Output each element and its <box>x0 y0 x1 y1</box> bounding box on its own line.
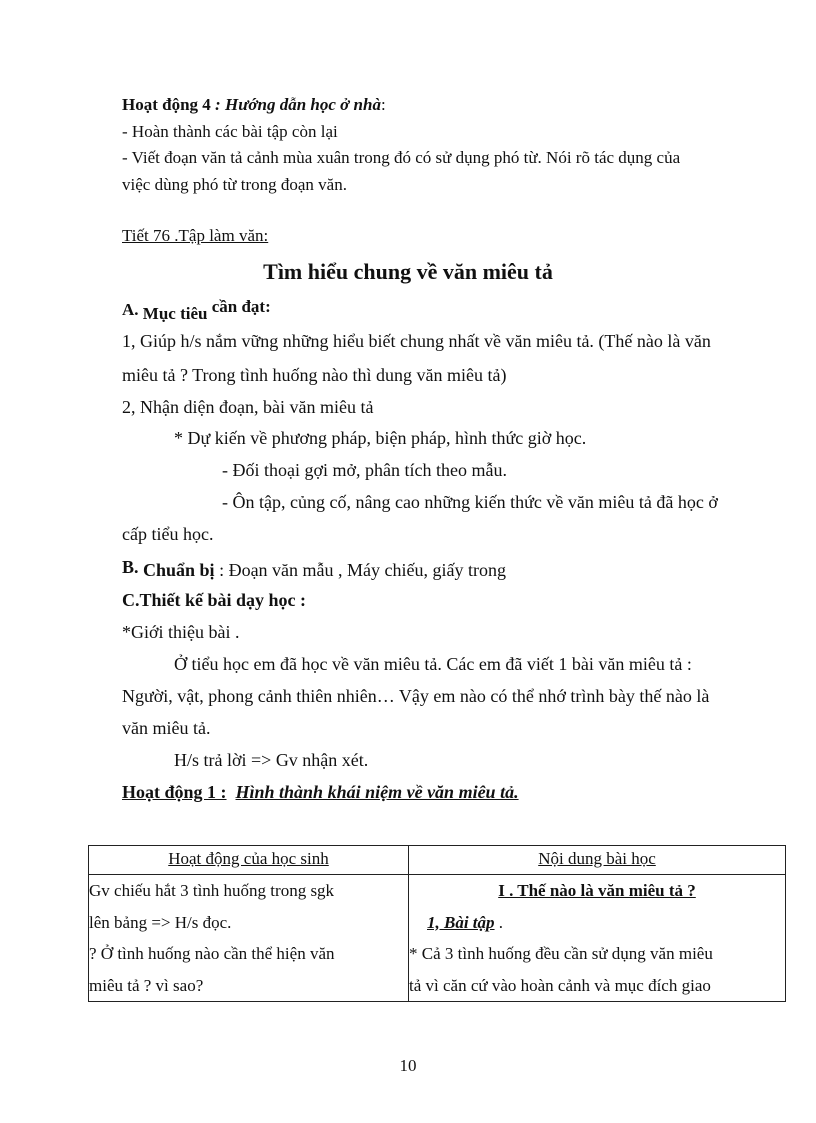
activity1-heading <box>122 782 519 802</box>
student-activity-line: lên bảng => H/s đọc. <box>89 912 232 932</box>
content-line: tả vì căn cứ vào hoàn cảnh và mục đích giao <box>409 975 711 995</box>
lesson-table <box>88 845 786 1002</box>
lesson-content-cell <box>409 875 786 1002</box>
activity4-label: Hoạt động 4 <box>122 95 211 114</box>
table-row <box>89 875 786 1002</box>
activity4-colon: : <box>380 95 386 114</box>
section-a-line-3: 2, Nhận diện đoạn, bài văn miêu tả <box>122 397 374 417</box>
student-activity-line: miêu tả ? vì sao? <box>89 975 204 995</box>
content-sub-label: 1, Bài tập <box>427 912 495 932</box>
method-2b: cấp tiểu học. <box>122 524 214 544</box>
page-number: 10 <box>399 1056 417 1075</box>
activity4-line-3: việc dùng phó từ trong đoạn văn. <box>122 175 347 194</box>
section-c-heading: C.Thiết kế bài dạy học : <box>122 590 307 610</box>
activity4-line-2: - Viết đoạn văn tả cảnh mùa xuân trong đó có sử dụng phó từ. Nói rõ tác dụng của <box>122 148 681 167</box>
content-subheading <box>409 907 785 939</box>
method-1: - Đối thoại gợi mở, phân tích theo mẫu. <box>222 460 507 480</box>
section-c-answer: H/s trả lời => Gv nhận xét. <box>174 750 369 770</box>
table-header-row <box>89 846 786 875</box>
section-c-para-2: Người, vật, phong cảnh thiên nhiên… Vậy em nào có thể nhớ trình bày thế nào là <box>122 686 710 706</box>
method-2a: - Ôn tập, củng cố, nâng cao những kiến thức về văn miêu tả đã học ở <box>222 492 718 512</box>
activity1-label: Hoạt động 1 : <box>122 782 227 802</box>
section-c-intro: *Giới thiệu bài . <box>122 622 240 642</box>
section-a-line-2: miêu tả ? Trong tình huống nào thì dung văn miêu tả) <box>122 365 507 385</box>
section-c-para-3: văn miêu tả. <box>122 718 211 738</box>
content-heading: I . Thế nào là văn miêu tả ? <box>498 881 696 900</box>
methods-intro: * Dự kiến về phương pháp, biện pháp, hình thức giờ học. <box>174 428 587 448</box>
activity4-line-1: - Hoàn thành các bài tập còn lại <box>122 122 338 141</box>
lesson-title: Tìm hiểu chung về văn miêu tả <box>263 259 553 284</box>
activity1-title: Hình thành khái niệm về văn miêu tả. <box>235 782 519 802</box>
activity4-separator: : <box>210 95 225 114</box>
student-activity-line: ? Ở tình huống nào cần thể hiện văn <box>89 944 335 963</box>
col1-header: Hoạt động của học sinh <box>89 846 409 875</box>
lesson-period: Tiết 76 .Tập làm văn: <box>122 226 269 245</box>
student-activity-cell <box>89 875 409 1002</box>
section-b-letter: B. <box>122 557 139 577</box>
section-a-line-1: 1, Giúp h/s nắm vững những hiểu biết chung nhất về văn miêu tả. (Thế nào là văn <box>122 331 711 351</box>
section-a-word1: Mục tiêu <box>142 304 208 323</box>
section-a-heading <box>122 297 271 323</box>
content-sub-end: . <box>494 912 504 932</box>
section-b-label: Chuẩn bị <box>143 560 215 580</box>
section-b-text: : Đoạn văn mẫu , Máy chiếu, giấy trong <box>214 560 506 580</box>
student-activity-line: Gv chiếu hắt 3 tình huống trong sgk <box>89 881 335 900</box>
section-a-letter: A. <box>122 300 139 319</box>
col2-header: Nội dung bài học <box>409 846 786 875</box>
section-c-para-1: Ở tiểu học em đã học về văn miêu tả. Các em đã viết 1 bài văn miêu tả : <box>174 654 692 674</box>
section-a-word2: cần đạt: <box>211 297 271 316</box>
activity4-title: Hướng dẫn học ở nhà <box>224 95 381 114</box>
content-line: * Cả 3 tình huống đều cần sử dụng văn miêu <box>409 944 713 963</box>
activity4-heading <box>122 95 386 115</box>
section-b <box>122 557 506 580</box>
